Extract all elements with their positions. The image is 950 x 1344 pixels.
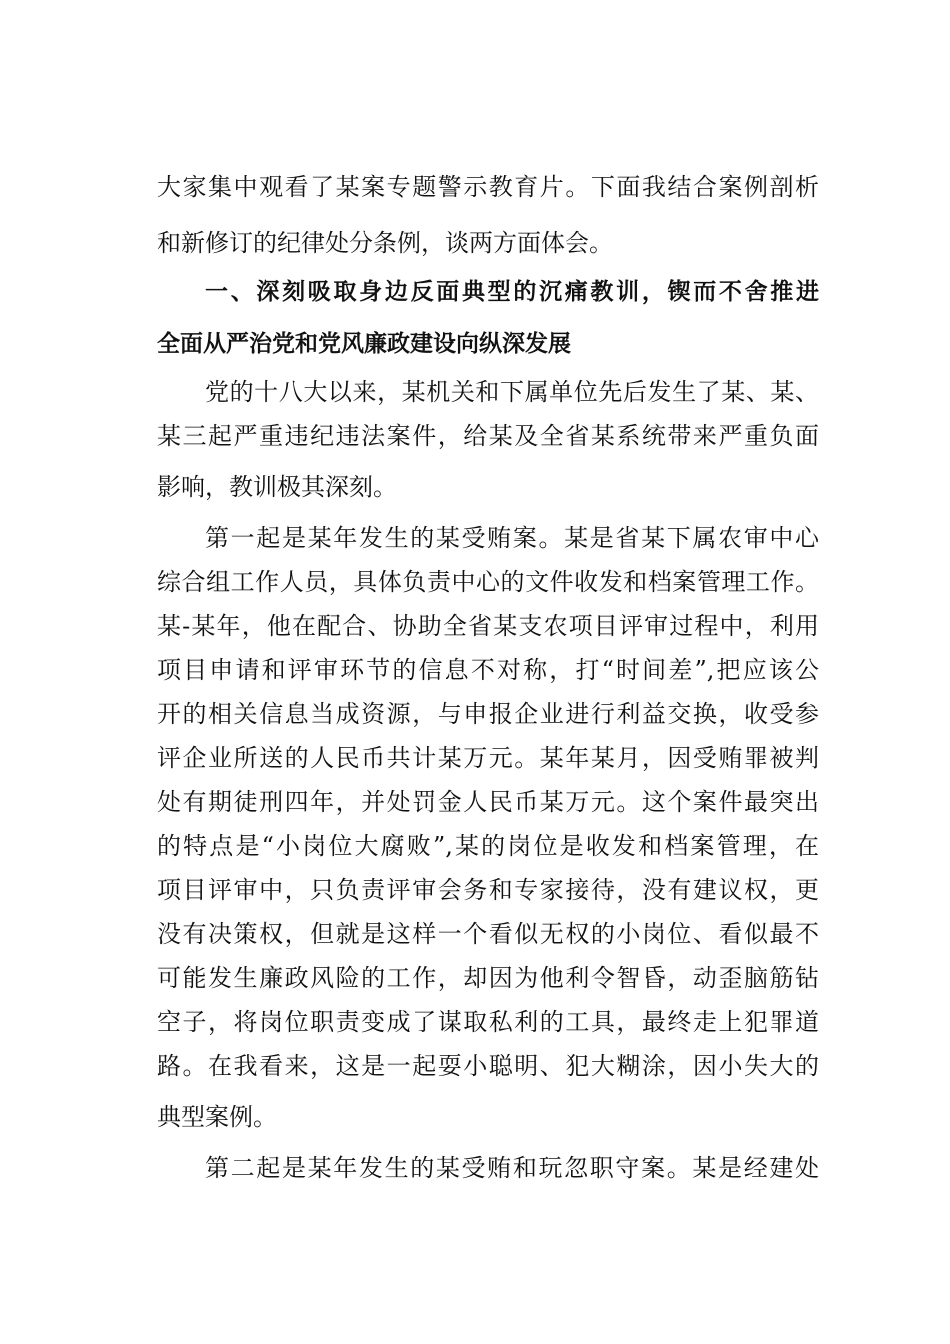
text-line: 路。在我看来，这是一起耍小聪明、犯大糊涂，因小失大的 — [157, 1052, 819, 1080]
text-line: 评企业所送的人民币共计某万元。某年某月，因受贿罪被判 — [157, 744, 819, 772]
text-line: 综合组工作人员，具体负责中心的文件收发和档案管理工作。 — [157, 568, 819, 596]
text-line: 空子，将岗位职责变成了谋取私利的工具，最终走上犯罪道 — [157, 1008, 819, 1036]
text-line: 的特点是“小岗位大腐败”,某的岗位是收发和档案管理，在 — [157, 832, 819, 860]
heading-line: 全面从严治党和党风廉政建设向纵深发展 — [157, 331, 571, 357]
text-line: 可能发生廉政风险的工作，却因为他利令智昏，动歪脑筋钻 — [157, 964, 819, 992]
text-line: 第一起是某年发生的某受贿案。某是省某下属农审中心 — [205, 524, 819, 552]
document-page — [157, 165, 819, 1190]
text-line: 典型案例。 — [157, 1103, 277, 1131]
body-paragraph-2 — [157, 516, 819, 1146]
text-line: 大家集中观看了某案专题警示教育片。下面我结合案例剖析 — [157, 173, 819, 201]
text-line: 某-某年，他在配合、协助全省某支农项目评审过程中，利用 — [157, 612, 819, 640]
text-line: 第二起是某年发生的某受贿和玩忽职守案。某是经建处 — [205, 1154, 819, 1182]
heading-line: 一、深刻吸取身边反面典型的沉痛教训，锲而不舍推进 — [205, 279, 819, 305]
text-line: 项目申请和评审环节的信息不对称，打“时间差”,把应该公 — [157, 656, 819, 684]
text-line: 党的十八大以来，某机关和下属单位先后发生了某、某、 — [205, 378, 819, 406]
body-paragraph-3 — [157, 1146, 819, 1190]
text-line: 项目评审中，只负责评审会务和专家接待，没有建议权，更 — [157, 876, 819, 904]
text-line: 处有期徒刑四年，并处罚金人民币某万元。这个案件最突出 — [157, 788, 819, 816]
body-paragraph-1 — [157, 370, 819, 516]
text-line: 开的相关信息当成资源，与申报企业进行利益交换，收受参 — [157, 700, 819, 728]
text-line: 某三起严重违纪违法案件，给某及全省某系统带来严重负面 — [157, 422, 819, 450]
text-line: 和新修订的纪律处分条例，谈两方面体会。 — [157, 229, 613, 257]
intro-paragraph — [157, 165, 819, 266]
section-heading — [157, 266, 819, 370]
text-line: 影响，教训极其深刻。 — [157, 473, 397, 501]
text-line: 没有决策权，但就是这样一个看似无权的小岗位、看似最不 — [157, 920, 819, 948]
